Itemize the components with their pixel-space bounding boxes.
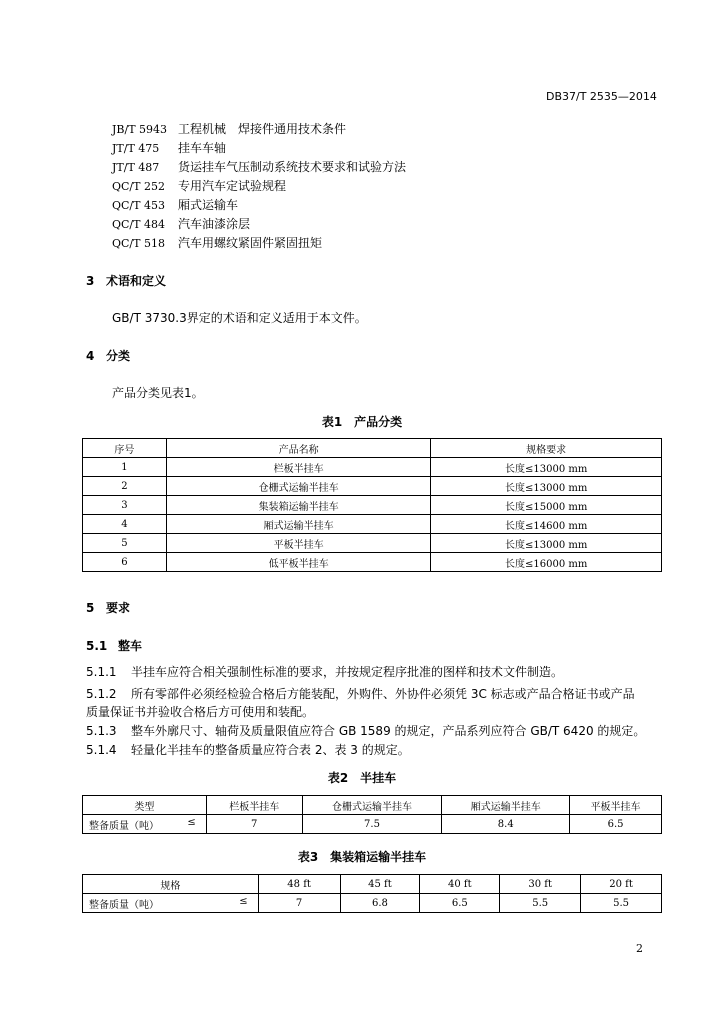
section-heading bbox=[86, 272, 166, 289]
table-header-cell: 规格要求 bbox=[431, 439, 662, 458]
reference-code: QC/T 518 bbox=[112, 237, 165, 250]
page-number: 2 bbox=[636, 942, 643, 955]
table-cell: 长度≤13000 mm bbox=[431, 458, 662, 477]
reference-code: QC/T 484 bbox=[112, 218, 165, 231]
section-number: 4 bbox=[86, 349, 95, 363]
table-cell: 6.5 bbox=[420, 894, 500, 913]
less-equal-symbol: ≤ bbox=[239, 896, 248, 907]
clause-text: 轻量化半挂车的整备质量应符合表 2、表 3 的规定。 bbox=[131, 743, 410, 757]
table-header-cell: 规格 bbox=[83, 875, 259, 894]
section-title: 整车 bbox=[118, 639, 143, 653]
section-number: 3 bbox=[86, 274, 95, 288]
table-cell: 3 bbox=[83, 496, 167, 515]
table-row bbox=[83, 515, 662, 534]
table-row bbox=[83, 815, 662, 834]
reference-item bbox=[112, 234, 322, 251]
reference-title: 专用汽车定试验规程 bbox=[178, 179, 287, 193]
document-code: DB37/T 2535—2014 bbox=[546, 90, 657, 103]
clause-number: 5.1.1 bbox=[86, 665, 117, 679]
clause-text: 半挂车应符合相关强制性标准的要求，并按规定程序批准的图样和技术文件制造。 bbox=[131, 665, 564, 679]
clause bbox=[86, 722, 645, 739]
table-header-cell: 栏板半挂车 bbox=[206, 796, 302, 815]
table-cell: 6.5 bbox=[570, 815, 662, 834]
table-cell: 2 bbox=[83, 477, 167, 496]
reference-code: QC/T 453 bbox=[112, 199, 165, 212]
table-row bbox=[83, 477, 662, 496]
table-header-row bbox=[83, 875, 662, 894]
section-paragraph: 产品分类见表1。 bbox=[112, 386, 204, 400]
table-header-cell: 30 ft bbox=[500, 875, 581, 894]
table-cell: 7 bbox=[206, 815, 302, 834]
table-cell: 7.5 bbox=[302, 815, 442, 834]
clause-number: 5.1.2 bbox=[86, 687, 117, 701]
clause-continuation: 质量保证书并验收合格后方可使用和装配。 bbox=[86, 705, 315, 719]
section-title: 术语和定义 bbox=[106, 274, 167, 288]
section-heading bbox=[86, 347, 130, 364]
clause bbox=[86, 685, 635, 702]
reference-title: 货运挂车气压制动系统技术要求和试验方法 bbox=[178, 160, 407, 174]
table-caption: 表3 集装箱运输半挂车 bbox=[297, 850, 427, 864]
table-header-cell: 40 ft bbox=[420, 875, 500, 894]
table-row bbox=[83, 534, 662, 553]
table-header-cell: 48 ft bbox=[258, 875, 340, 894]
reference-item bbox=[112, 177, 286, 194]
reference-title: 工程机械 焊接件通用技术条件 bbox=[178, 122, 347, 136]
table-cell: 长度≤16000 mm bbox=[431, 553, 662, 572]
table-cell: 6 bbox=[83, 553, 167, 572]
semi-trailer-mass-table bbox=[82, 795, 662, 834]
table-cell: 6.8 bbox=[340, 894, 420, 913]
table-row bbox=[83, 553, 662, 572]
table-cell: 7 bbox=[258, 894, 340, 913]
reference-item bbox=[112, 139, 226, 156]
table-cell: 低平板半挂车 bbox=[166, 553, 431, 572]
table-header-cell: 20 ft bbox=[581, 875, 662, 894]
table-cell: 平板半挂车 bbox=[166, 534, 431, 553]
table-header-cell: 厢式运输半挂车 bbox=[442, 796, 570, 815]
row-label-text: 整备质量（吨） bbox=[89, 820, 159, 832]
reference-item bbox=[112, 158, 406, 175]
table-header-cell: 平板半挂车 bbox=[570, 796, 662, 815]
reference-title: 挂车车轴 bbox=[178, 141, 227, 155]
reference-title: 汽车用螺纹紧固件紧固扭矩 bbox=[178, 236, 323, 250]
reference-code: QC/T 252 bbox=[112, 180, 165, 193]
reference-item bbox=[112, 215, 250, 232]
clause-number: 5.1.4 bbox=[86, 743, 117, 757]
clause-text: 整车外廓尺寸、轴荷及质量限值应符合 GB 1589 的规定，产品系列应符合 GB/T 6420 的规定。 bbox=[131, 724, 646, 738]
table-cell: 5.5 bbox=[500, 894, 581, 913]
table-header-cell: 产品名称 bbox=[166, 439, 431, 458]
less-equal-symbol: ≤ bbox=[187, 817, 196, 828]
table-cell: 厢式运输半挂车 bbox=[166, 515, 431, 534]
product-classification-table bbox=[82, 438, 662, 572]
table-cell: 集装箱运输半挂车 bbox=[166, 496, 431, 515]
table-header-row bbox=[83, 796, 662, 815]
clause-text: 所有零部件必须经检验合格后方能装配，外购件、外协件必须凭 3C 标志或产品合格证书或产品 bbox=[131, 687, 635, 701]
table-cell: 长度≤13000 mm bbox=[431, 534, 662, 553]
table-caption: 表2 半挂车 bbox=[327, 771, 397, 785]
table-header-cell: 仓栅式运输半挂车 bbox=[302, 796, 442, 815]
row-label-text: 整备质量（吨） bbox=[89, 899, 159, 911]
table-header-row bbox=[83, 439, 662, 458]
reference-item bbox=[112, 120, 346, 137]
table-cell: 4 bbox=[83, 515, 167, 534]
section-title: 要求 bbox=[106, 601, 131, 615]
table-row-label bbox=[83, 815, 207, 834]
clause-number: 5.1.3 bbox=[86, 724, 117, 738]
table-cell: 5 bbox=[83, 534, 167, 553]
table-cell: 8.4 bbox=[442, 815, 570, 834]
table-cell: 5.5 bbox=[581, 894, 662, 913]
reference-item bbox=[112, 196, 238, 213]
table-cell: 长度≤14600 mm bbox=[431, 515, 662, 534]
table-cell: 栏板半挂车 bbox=[166, 458, 431, 477]
table-header-cell: 类型 bbox=[83, 796, 207, 815]
section-heading bbox=[86, 599, 130, 616]
table-cell: 仓栅式运输半挂车 bbox=[166, 477, 431, 496]
section-paragraph: GB/T 3730.3界定的术语和定义适用于本文件。 bbox=[112, 311, 367, 325]
table-row bbox=[83, 496, 662, 515]
table-header-cell: 序号 bbox=[83, 439, 167, 458]
table-caption: 表1 产品分类 bbox=[321, 415, 403, 429]
table-row-label bbox=[83, 894, 259, 913]
table-cell: 长度≤13000 mm bbox=[431, 477, 662, 496]
clause bbox=[86, 741, 410, 758]
reference-title: 汽车油漆涂层 bbox=[178, 217, 251, 231]
reference-code: JB/T 5943 bbox=[112, 123, 168, 136]
table-row bbox=[83, 458, 662, 477]
table-row bbox=[83, 894, 662, 913]
container-trailer-mass-table bbox=[82, 874, 662, 913]
subsection-heading bbox=[86, 637, 142, 654]
table-cell: 长度≤15000 mm bbox=[431, 496, 662, 515]
clause bbox=[86, 663, 563, 680]
reference-code: JT/T 475 bbox=[112, 142, 160, 155]
reference-title: 厢式运输车 bbox=[178, 198, 239, 212]
section-title: 分类 bbox=[106, 349, 131, 363]
table-header-cell: 45 ft bbox=[340, 875, 420, 894]
section-number: 5.1 bbox=[86, 639, 108, 653]
table-cell: 1 bbox=[83, 458, 167, 477]
reference-code: JT/T 487 bbox=[112, 161, 160, 174]
section-number: 5 bbox=[86, 601, 95, 615]
